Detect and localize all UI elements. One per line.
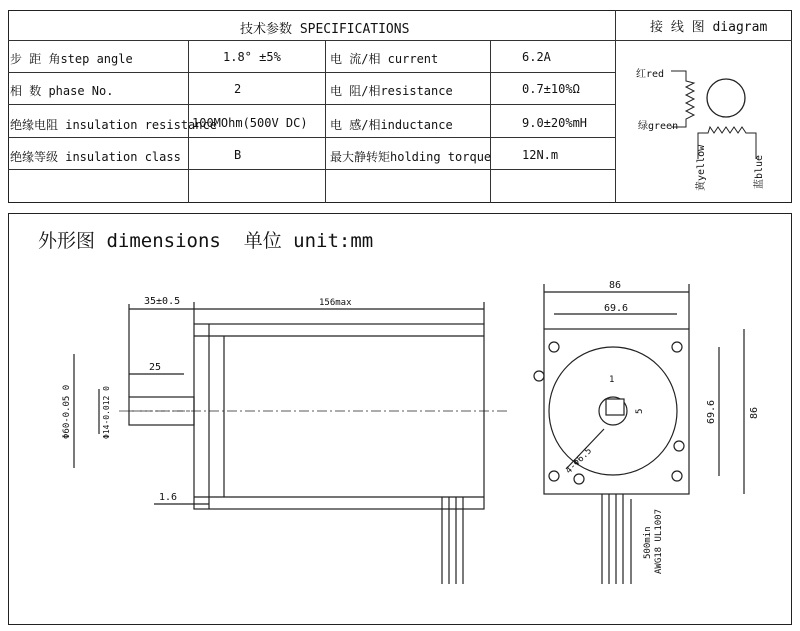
wire-blue-label: 蓝blue [754,154,765,189]
spec-label: 最大静转矩holding torque [330,150,492,164]
drawing-title: 外形图 dimensions 单位 unit:mm [38,230,374,252]
table-rule [490,40,491,203]
rotor-circle [707,79,745,117]
spec-label: 相 数 phase No. [10,84,114,98]
wire-yellow-label: 黄yellow [696,144,707,191]
table-rule [8,72,615,73]
wiring-title: 接 线 图 diagram [650,20,768,35]
body-length-dim: 156max [319,298,352,308]
key-length-dim: 25 [149,362,162,373]
table-rule [8,40,615,41]
spec-label: 绝缘等级 insulation class [10,150,181,164]
shaft-length-dim: 35±0.5 [144,296,181,307]
mounting-holes-dim: 4-Φ6.5 [564,446,595,477]
spec-value: B [234,148,242,162]
spec-value: 100MOhm(500V DC) [192,116,308,130]
spec-value: 0.7±10%Ω [522,82,580,96]
spec-value: 6.2A [522,50,551,64]
spec-label: 电 感/相inductance [330,118,453,132]
lead-length-dim: 500min [643,526,653,559]
spec-title: 技术参数 SPECIFICATIONS [240,22,410,37]
spec-value: 12N.m [522,148,559,162]
spec-value: 2 [234,82,242,96]
table-rule [8,137,615,138]
flange-width-dim: 86 [609,280,622,291]
pilot-diameter-dim: Φ60-0.05 0 [62,384,72,439]
spec-label: 电 阻/相resistance [330,84,453,98]
flange-height-dim: 86 [749,406,760,419]
wire-red-label: 红red [636,69,665,80]
spec-label: 步 距 角step angle [10,52,133,66]
hole-spacing-h-dim: 69.6 [604,303,629,314]
shaft-diameter-dim: Φ14-0.012 0 [102,386,111,439]
table-rule [8,104,615,105]
motor-body-outline [194,324,484,509]
table-rule [325,40,326,203]
wiring-diagram [616,41,791,202]
wire-spec-dim: AWG18 UL1007 [654,508,664,574]
spec-value: 1.8° ±5% [223,50,281,64]
key-width-dim: 1 [609,375,615,385]
wire-green-label: 绿green [638,121,679,132]
table-rule [8,169,615,170]
spec-value: 9.0±20%mH [522,116,588,130]
hole-spacing-v-dim: 69.6 [706,399,717,424]
flat-depth-dim: 5 [635,408,645,414]
spec-label: 绝缘电阻 insulation resistance [10,118,217,132]
phase-a-coil [671,71,694,127]
motor-drawings [9,214,791,624]
flange-thickness-dim: 1.6 [159,492,178,503]
spec-label: 电 流/相 current [330,52,439,66]
